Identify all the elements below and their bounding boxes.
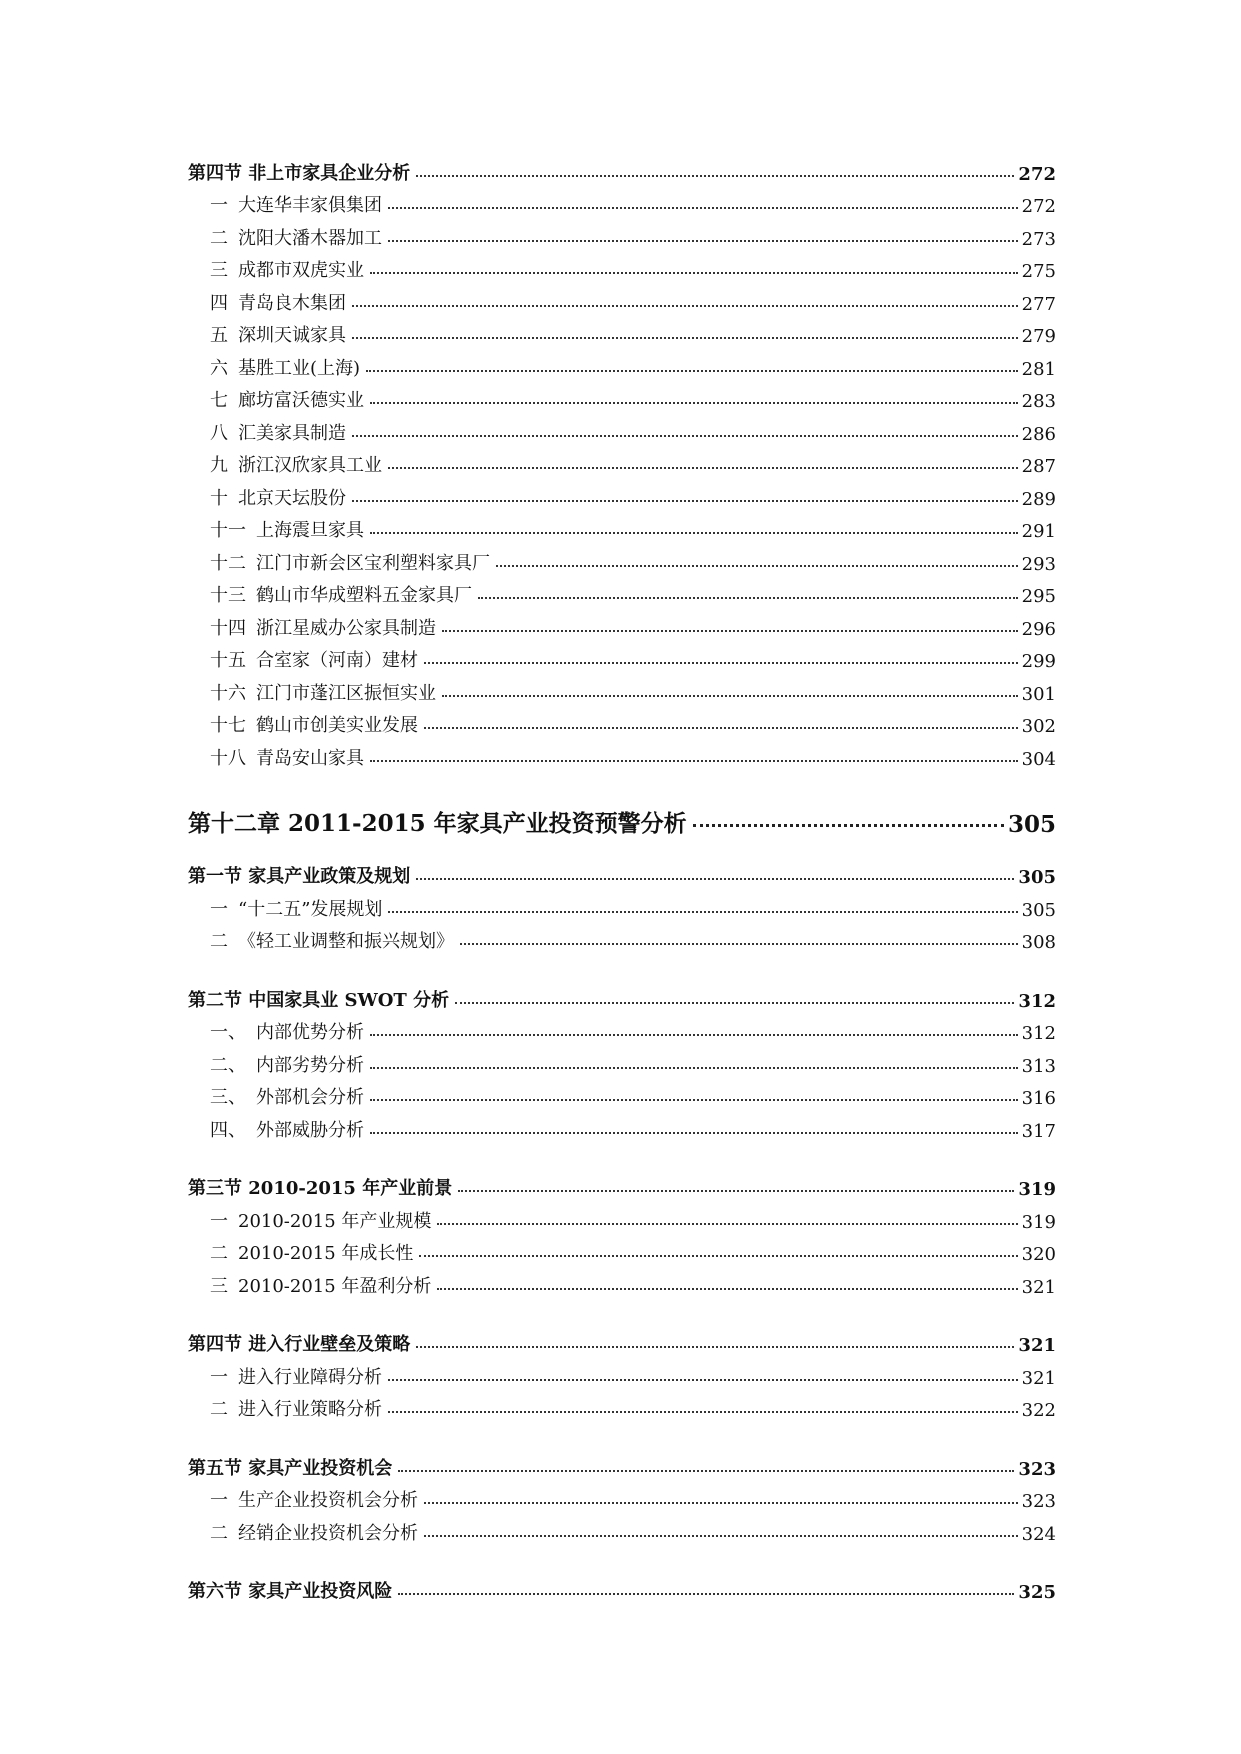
- toc-entry-number: 十三: [210, 585, 246, 606]
- toc-entry-title: 2010-2015 年成长性: [238, 1243, 414, 1264]
- dot-leader: [370, 1067, 1018, 1069]
- toc-entry-title: 沈阳大潘木器加工: [238, 227, 382, 249]
- toc-entry-label: [188, 646, 422, 672]
- dot-leader: [370, 760, 1018, 762]
- toc-page-number: 295: [1021, 586, 1056, 607]
- toc-entry-number: 四: [210, 292, 228, 314]
- dot-leader: [496, 565, 1018, 567]
- dot-leader: [388, 1379, 1018, 1381]
- toc-entry-label: [188, 256, 368, 282]
- dot-leader: [388, 911, 1017, 913]
- dot-leader: [388, 1411, 1018, 1413]
- toc-page-number: 281: [1021, 358, 1056, 380]
- toc-entry-number: 一: [210, 1210, 228, 1232]
- toc-item-row[interactable]: [188, 1233, 1056, 1266]
- toc-entry-label: [188, 1363, 386, 1389]
- toc-item-row[interactable]: [188, 542, 1056, 575]
- toc-entry-number: 六: [210, 357, 228, 379]
- toc-page-number: 287: [1021, 456, 1056, 477]
- toc-entry-label: [188, 927, 458, 953]
- toc-entry-title: “十二五”发展规划: [238, 898, 383, 920]
- toc-item-row[interactable]: [188, 1044, 1056, 1077]
- toc-entry-number: 十七: [210, 715, 246, 736]
- dot-leader: [398, 1593, 1014, 1595]
- toc-item-row[interactable]: [188, 921, 1056, 954]
- toc-page-number: 324: [1021, 1523, 1056, 1545]
- toc-entry-title: 江门市蓬江区振恒实业: [256, 682, 436, 704]
- toc-page-number: 308: [1021, 932, 1056, 953]
- toc-entry-title: 合室家（河南）建材: [256, 650, 418, 671]
- toc-page-number: 302: [1021, 716, 1056, 737]
- toc-item-row[interactable]: [188, 737, 1056, 770]
- toc-entry-number: 十二: [210, 552, 246, 574]
- dot-leader: [424, 1502, 1018, 1504]
- toc-page-number: 313: [1021, 1055, 1056, 1077]
- dot-leader: [424, 727, 1018, 729]
- toc-page-number: 293: [1021, 553, 1056, 575]
- toc-page-number: 321: [1021, 1276, 1056, 1298]
- toc-entry-label: [188, 1116, 368, 1142]
- table-of-contents: [188, 152, 1056, 1603]
- toc-page-number: 325: [1018, 1582, 1056, 1603]
- toc-item-row[interactable]: [188, 672, 1056, 705]
- toc-entry-label: [188, 1239, 417, 1265]
- dot-leader: [370, 1099, 1018, 1101]
- toc-entry-label: [188, 549, 494, 575]
- dot-leader: [398, 1470, 1014, 1472]
- toc-entry-label: [188, 484, 350, 510]
- toc-entry-label: [188, 516, 368, 542]
- toc-page-number: 316: [1021, 1088, 1056, 1109]
- toc-entry-label: 第十二章 2011-2015 年家具产业投资预警分析: [188, 809, 687, 837]
- toc-entry-title: 浙江汉欣家具工业: [238, 455, 382, 476]
- toc-entry-title: 廊坊富沃德实业: [238, 390, 364, 411]
- toc-item-row[interactable]: [188, 412, 1056, 445]
- toc-page-number: 323: [1021, 1491, 1056, 1512]
- toc-entry-number: 三: [210, 1275, 228, 1297]
- toc-item-row[interactable]: [188, 640, 1056, 673]
- toc-section-row[interactable]: [188, 856, 1056, 889]
- toc-entry-number: 九: [210, 455, 228, 476]
- dot-leader: [424, 662, 1018, 664]
- toc-entry-label: [188, 321, 350, 347]
- toc-entry-title: 经销企业投资机会分析: [238, 1522, 418, 1544]
- dot-leader: [424, 1535, 1018, 1537]
- dot-leader: [352, 500, 1018, 502]
- toc-entry-label: [188, 1083, 368, 1109]
- toc-entry-label: [188, 581, 476, 607]
- toc-entry-title: 鹤山市创美实业发展: [256, 715, 418, 736]
- toc-entry-label: 第二节 中国家具业 SWOT 分析: [188, 989, 450, 1011]
- toc-item-row[interactable]: [188, 1389, 1056, 1422]
- toc-page-number: 272: [1018, 163, 1056, 185]
- toc-page-number: 301: [1021, 683, 1056, 705]
- toc-section-row[interactable]: [188, 1571, 1056, 1604]
- toc-item-row[interactable]: [188, 250, 1056, 283]
- toc-entry-label: 第四节 进入行业壁垒及策略: [188, 1334, 411, 1355]
- toc-page-number: 289: [1021, 488, 1056, 510]
- toc-entry-number: 三: [210, 260, 228, 281]
- toc-entry-number: 一: [210, 1490, 228, 1511]
- toc-page-number: 275: [1021, 261, 1056, 282]
- dot-leader: [352, 337, 1018, 339]
- toc-section-row[interactable]: [188, 979, 1056, 1012]
- toc-entry-title: 进入行业障碍分析: [238, 1366, 382, 1388]
- toc-entry-number: 二: [210, 931, 228, 952]
- toc-page-number: 279: [1021, 326, 1056, 347]
- toc-section-row[interactable]: [188, 152, 1056, 185]
- toc-entry-label: [188, 354, 364, 380]
- toc-entry-label: 第三节 2010-2015 年产业前景: [188, 1178, 453, 1199]
- toc-entry-label: [188, 1519, 422, 1545]
- toc-item-row[interactable]: [188, 380, 1056, 413]
- toc-item-row[interactable]: [188, 1200, 1056, 1233]
- dot-leader: [352, 435, 1018, 437]
- toc-entry-label: [188, 1051, 368, 1077]
- dot-leader: [693, 824, 1004, 827]
- dot-leader: [352, 305, 1018, 307]
- toc-page-number: 286: [1021, 423, 1056, 445]
- toc-page-number: 296: [1021, 618, 1056, 640]
- toc-entry-label: [188, 1018, 368, 1044]
- toc-item-row[interactable]: [188, 315, 1056, 348]
- toc-entry-number: 一: [210, 1366, 228, 1388]
- toc-page-number: 323: [1018, 1458, 1056, 1480]
- toc-page-number: 312: [1021, 1023, 1056, 1044]
- toc-entry-number: 三、: [210, 1087, 246, 1108]
- toc-entry-title: 浙江星威办公家具制造: [256, 617, 436, 639]
- toc-entry-title: 汇美家具制造: [238, 422, 346, 444]
- toc-entry-number: 十: [210, 487, 228, 509]
- toc-item-row[interactable]: [188, 477, 1056, 510]
- toc-item-row[interactable]: [188, 607, 1056, 640]
- toc-item-row[interactable]: [188, 282, 1056, 315]
- toc-entry-title: 江门市新会区宝利塑料家具厂: [256, 552, 490, 574]
- toc-entry-number: 二: [210, 1399, 228, 1420]
- toc-page-number: 312: [1018, 990, 1056, 1012]
- toc-entry-number: 七: [210, 390, 228, 411]
- dot-leader: [416, 175, 1014, 177]
- dot-leader: [460, 943, 1018, 945]
- toc-entry-number: 八: [210, 422, 228, 444]
- toc-entry-label: [188, 711, 422, 737]
- toc-entry-title: 上海震旦家具: [256, 520, 364, 541]
- toc-entry-label: [188, 451, 386, 477]
- dot-leader: [416, 878, 1014, 880]
- toc-section-row[interactable]: [188, 1168, 1056, 1201]
- toc-page-number: 320: [1021, 1244, 1056, 1265]
- toc-entry-title: 《轻工业调整和振兴规划》: [238, 931, 454, 952]
- dot-leader: [437, 1223, 1017, 1225]
- toc-entry-title: 内部劣势分析: [256, 1054, 364, 1076]
- toc-entry-number: 五: [210, 325, 228, 346]
- toc-chapter-row[interactable]: [188, 798, 1056, 838]
- toc-entry-title: 鹤山市华成塑料五金家具厂: [256, 585, 472, 606]
- toc-entry-number: 十五: [210, 650, 246, 671]
- toc-entry-number: 十六: [210, 682, 246, 704]
- dot-leader: [455, 1002, 1014, 1004]
- toc-page-number: 305: [1018, 867, 1056, 888]
- toc-page-number: 291: [1021, 521, 1056, 542]
- toc-entry-number: 二: [210, 1522, 228, 1544]
- toc-entry-title: 深圳天诚家具: [238, 325, 346, 346]
- dot-leader: [366, 370, 1018, 372]
- toc-item-row[interactable]: [188, 510, 1056, 543]
- toc-item-row[interactable]: [188, 1480, 1056, 1513]
- toc-entry-number: 十一: [210, 520, 246, 541]
- dot-leader: [388, 207, 1018, 209]
- toc-page-number: 299: [1021, 651, 1056, 672]
- dot-leader: [416, 1346, 1014, 1348]
- toc-item-row[interactable]: [188, 1077, 1056, 1110]
- toc-item-row[interactable]: [188, 1512, 1056, 1545]
- toc-entry-title: 青岛良木集团: [238, 292, 346, 314]
- toc-entry-label: [188, 224, 386, 250]
- toc-page-number: 273: [1021, 228, 1056, 250]
- toc-entry-label: [188, 895, 386, 921]
- toc-entry-number: 十四: [210, 617, 246, 639]
- toc-page-number: 304: [1021, 748, 1056, 770]
- toc-item-row[interactable]: [188, 217, 1056, 250]
- dot-leader: [388, 467, 1018, 469]
- toc-item-row[interactable]: [188, 1012, 1056, 1045]
- toc-entry-label: [188, 1272, 435, 1298]
- toc-entry-title: 青岛安山家具: [256, 747, 364, 769]
- toc-entry-label: 第四节 非上市家具企业分析: [188, 162, 411, 184]
- toc-entry-label: [188, 289, 350, 315]
- dot-leader: [458, 1190, 1014, 1192]
- toc-entry-label: 第一节 家具产业政策及规划: [188, 866, 411, 887]
- toc-item-row[interactable]: [188, 1109, 1056, 1142]
- toc-page-number: 322: [1021, 1400, 1056, 1421]
- toc-entry-number: 一: [210, 195, 228, 216]
- toc-entry-label: [188, 679, 440, 705]
- toc-entry-title: 外部机会分析: [256, 1087, 364, 1108]
- toc-entry-label: 第六节 家具产业投资风险: [188, 1581, 393, 1602]
- toc-item-row[interactable]: [188, 705, 1056, 738]
- toc-page-number: 317: [1021, 1120, 1056, 1142]
- toc-entry-label: [188, 614, 440, 640]
- toc-entry-number: 一: [210, 898, 228, 920]
- toc-entry-label: [188, 1395, 386, 1421]
- toc-section-row[interactable]: [188, 1324, 1056, 1357]
- toc-item-row[interactable]: [188, 1265, 1056, 1298]
- toc-page-number: 319: [1018, 1179, 1056, 1200]
- toc-entry-number: 二、: [210, 1054, 246, 1076]
- toc-page-number: 305: [1021, 899, 1056, 921]
- toc-page-number: 319: [1021, 1211, 1056, 1233]
- dot-leader: [370, 532, 1018, 534]
- dot-leader: [442, 695, 1018, 697]
- toc-page-number: 321: [1018, 1335, 1056, 1356]
- toc-item-row[interactable]: [188, 888, 1056, 921]
- toc-entry-label: [188, 191, 386, 217]
- toc-page-number: 305: [1007, 810, 1056, 838]
- toc-page-number: 321: [1021, 1367, 1056, 1389]
- toc-entry-title: 成都市双虎实业: [238, 260, 364, 281]
- toc-entry-title: 进入行业策略分析: [238, 1399, 382, 1420]
- dot-leader: [370, 402, 1018, 404]
- dot-leader: [419, 1255, 1017, 1257]
- dot-leader: [388, 240, 1018, 242]
- toc-entry-title: 外部威胁分析: [256, 1119, 364, 1141]
- toc-entry-title: 北京天坛股份: [238, 487, 346, 509]
- toc-entry-number: 四、: [210, 1119, 246, 1141]
- dot-leader: [370, 272, 1018, 274]
- toc-entry-label: [188, 744, 368, 770]
- dot-leader: [370, 1132, 1018, 1134]
- toc-entry-label: [188, 386, 368, 412]
- toc-page-number: 277: [1021, 293, 1056, 315]
- toc-entry-title: 2010-2015 年盈利分析: [238, 1275, 432, 1297]
- dot-leader: [437, 1288, 1017, 1290]
- toc-entry-title: 生产企业投资机会分析: [238, 1490, 418, 1511]
- toc-entry-title: 大连华丰家俱集团: [238, 195, 382, 216]
- toc-item-row[interactable]: [188, 185, 1056, 218]
- dot-leader: [478, 597, 1018, 599]
- toc-entry-label: [188, 1486, 422, 1512]
- toc-page-number: 283: [1021, 391, 1056, 412]
- toc-entry-label: [188, 419, 350, 445]
- toc-entry-number: 一、: [210, 1022, 246, 1043]
- toc-entry-label: 第五节 家具产业投资机会: [188, 1457, 393, 1479]
- dot-leader: [370, 1034, 1018, 1036]
- toc-entry-title: 基胜工业(上海): [238, 357, 361, 379]
- toc-entry-title: 内部优势分析: [256, 1022, 364, 1043]
- toc-entry-title: 2010-2015 年产业规模: [238, 1210, 432, 1232]
- toc-item-row[interactable]: [188, 445, 1056, 478]
- toc-entry-number: 二: [210, 227, 228, 249]
- toc-entry-number: 二: [210, 1243, 228, 1264]
- toc-item-row[interactable]: [188, 575, 1056, 608]
- toc-item-row[interactable]: [188, 347, 1056, 380]
- toc-entry-label: [188, 1207, 435, 1233]
- toc-page-number: 272: [1021, 196, 1056, 217]
- toc-section-row[interactable]: [188, 1447, 1056, 1480]
- dot-leader: [442, 630, 1018, 632]
- toc-entry-number: 十八: [210, 747, 246, 769]
- toc-item-row[interactable]: [188, 1356, 1056, 1389]
